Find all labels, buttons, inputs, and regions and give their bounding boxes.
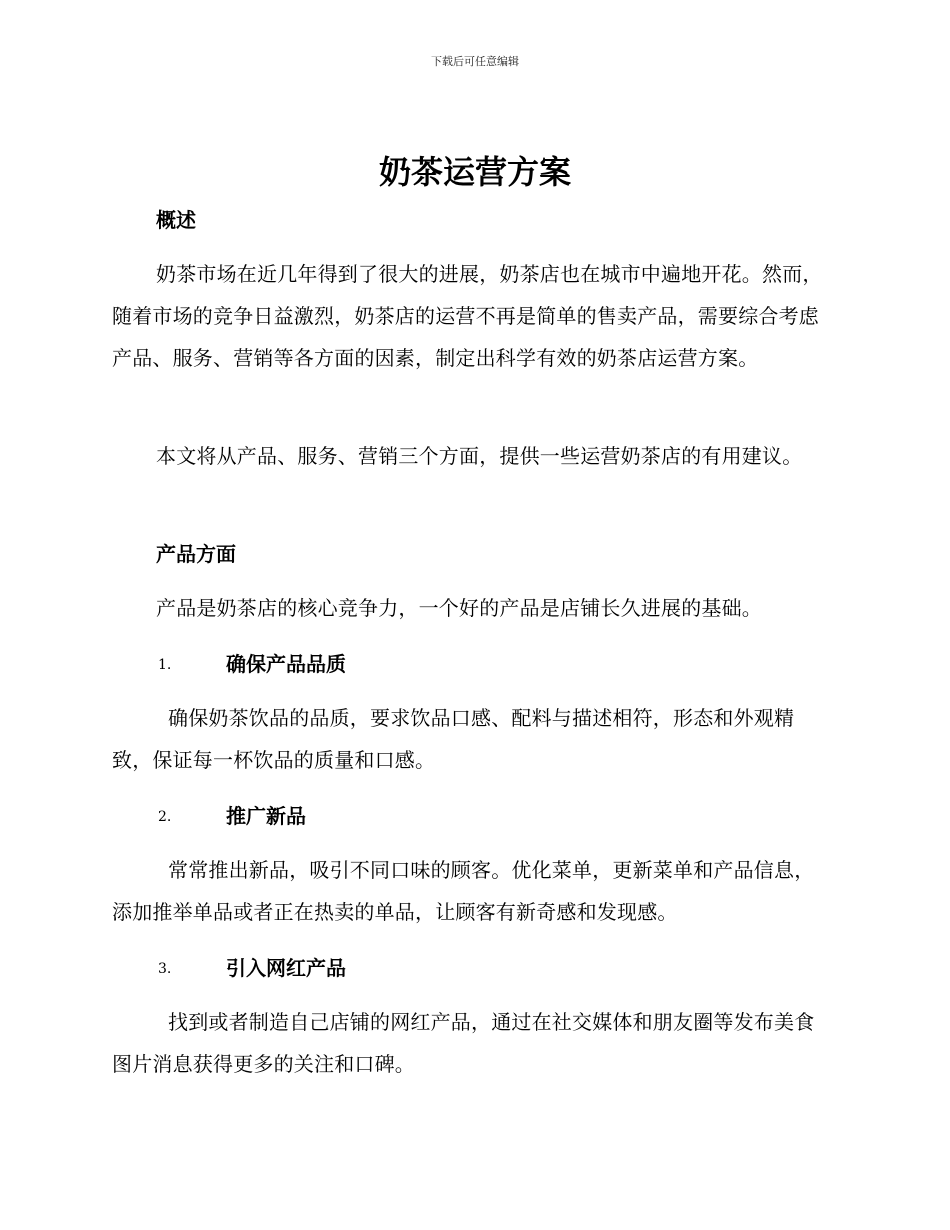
list-item-paragraph-3	[112, 1001, 832, 1085]
list-item-heading-1	[158, 650, 758, 680]
overview-paragraph-1	[112, 253, 832, 379]
product-intro-text: 产品是奶茶店的核心竞争力，一个好的产品是店铺长久进展的基础。	[156, 596, 762, 620]
list-number: 3.	[158, 961, 172, 977]
header-note: 下载后可任意编辑	[431, 55, 519, 68]
list-number: 1.	[158, 657, 172, 673]
list-number: 2.	[158, 809, 172, 825]
list-item-title: 推广新品	[226, 804, 306, 828]
list-item-title: 引入网红产品	[226, 956, 346, 980]
overview-paragraph-2	[112, 435, 832, 477]
section-heading-product: 产品方面	[156, 542, 236, 566]
overview-paragraph-2-text: 本文将从产品、服务、营销三个方面，提供一些运营奶茶店的有用建议。	[156, 444, 803, 468]
document-title: 奶茶运营方案	[378, 153, 571, 191]
overview-paragraph-1-text: 奶茶市场在近几年得到了很大的进展，奶茶店也在城市中遍地开花。然而，随着市场的竞争日益激烈，奶茶店的运营不再是简单的售卖产品，需要综合考虑产品、服务、营销等各方面的因素，制定出科学有效的奶茶店运营方案。	[112, 262, 823, 370]
section-heading-overview: 概述	[156, 208, 196, 232]
list-item-paragraph-2	[112, 849, 832, 933]
list-item-text: 常常推出新品，吸引不同口味的顾客。优化菜单，更新菜单和产品信息，添加推举单品或者正在热卖的单品，让顾客有新奇感和发现感。	[112, 858, 815, 924]
list-item-text: 确保奶茶饮品的品质，要求饮品口感、配料与描述相符，形态和外观精致，保证每一杯饮品的质量和口感。	[112, 706, 795, 772]
list-item-title: 确保产品品质	[226, 652, 346, 676]
list-item-text: 找到或者制造自己店铺的网红产品，通过在社交媒体和朋友圈等发布美食图片消息获得更多的关注和口碑。	[112, 1010, 815, 1076]
list-item-heading-3	[158, 954, 758, 984]
list-item-paragraph-1	[112, 697, 832, 781]
list-item-heading-2	[158, 802, 758, 832]
product-intro-paragraph	[112, 587, 832, 629]
